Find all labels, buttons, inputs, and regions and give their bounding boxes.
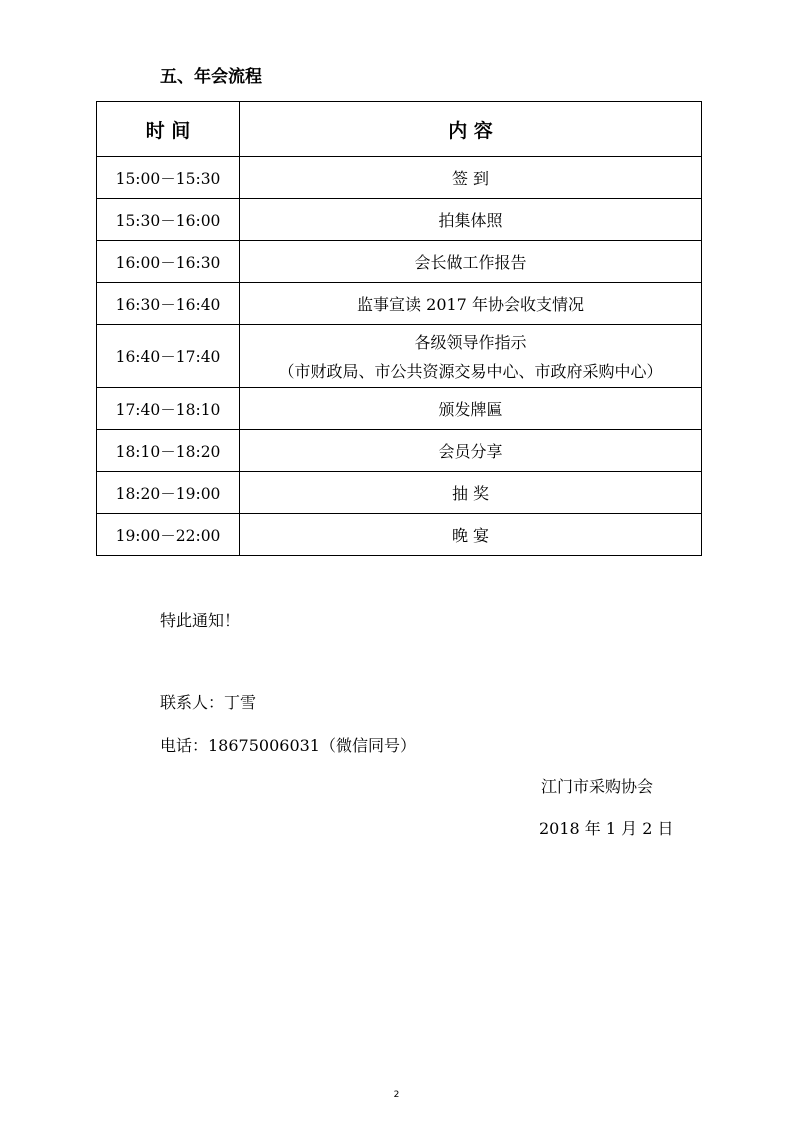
document-date: 2018 年 1 月 2 日: [539, 819, 674, 838]
content-line: 各级领导作指示: [414, 333, 527, 352]
schedule-table: [96, 101, 702, 556]
time-cell: 17:40－18:10: [97, 388, 240, 430]
table-row: [97, 241, 702, 283]
content-cell: 签 到: [240, 157, 702, 199]
time-column-header: 时 间: [97, 102, 240, 157]
table-row: [97, 157, 702, 199]
content-cell: 抽 奖: [240, 472, 702, 514]
organization-signature: 江门市采购协会: [541, 777, 654, 796]
content-cell: 晚 宴: [240, 514, 702, 556]
page-number: 2: [393, 1090, 400, 1100]
time-cell: 18:20－19:00: [97, 472, 240, 514]
content-cell: 会长做工作报告: [240, 241, 702, 283]
table-row: [97, 430, 702, 472]
table-row: [97, 283, 702, 325]
table-row: [97, 388, 702, 430]
table-row: [97, 514, 702, 556]
content-cell: 监事宣读 2017 年协会收支情况: [240, 283, 702, 325]
table-header-row: [97, 102, 702, 157]
time-cell: 16:30－16:40: [97, 283, 240, 325]
content-column-header: 内 容: [240, 102, 702, 157]
content-cell: [240, 325, 702, 388]
table-row: [97, 472, 702, 514]
time-cell: 19:00－22:00: [97, 514, 240, 556]
content-line-secondary: （市财政局、市公共资源交易中心、市政府采购中心）: [278, 362, 663, 381]
time-cell: 15:00－15:30: [97, 157, 240, 199]
section-heading: 五、年会流程: [160, 67, 262, 87]
phone-number: 电话：18675006031（微信同号）: [160, 736, 416, 755]
content-cell: 拍集体照: [240, 199, 702, 241]
time-cell: 16:00－16:30: [97, 241, 240, 283]
content-cell: 会员分享: [240, 430, 702, 472]
table-row: [97, 325, 702, 388]
table-row: [97, 199, 702, 241]
time-cell: 18:10－18:20: [97, 430, 240, 472]
time-cell: 15:30－16:00: [97, 199, 240, 241]
time-cell: 16:40－17:40: [97, 325, 240, 388]
contact-person: 联系人：丁雪: [160, 693, 257, 712]
content-cell: 颁发牌匾: [240, 388, 702, 430]
notice-text: 特此通知！: [160, 611, 241, 630]
